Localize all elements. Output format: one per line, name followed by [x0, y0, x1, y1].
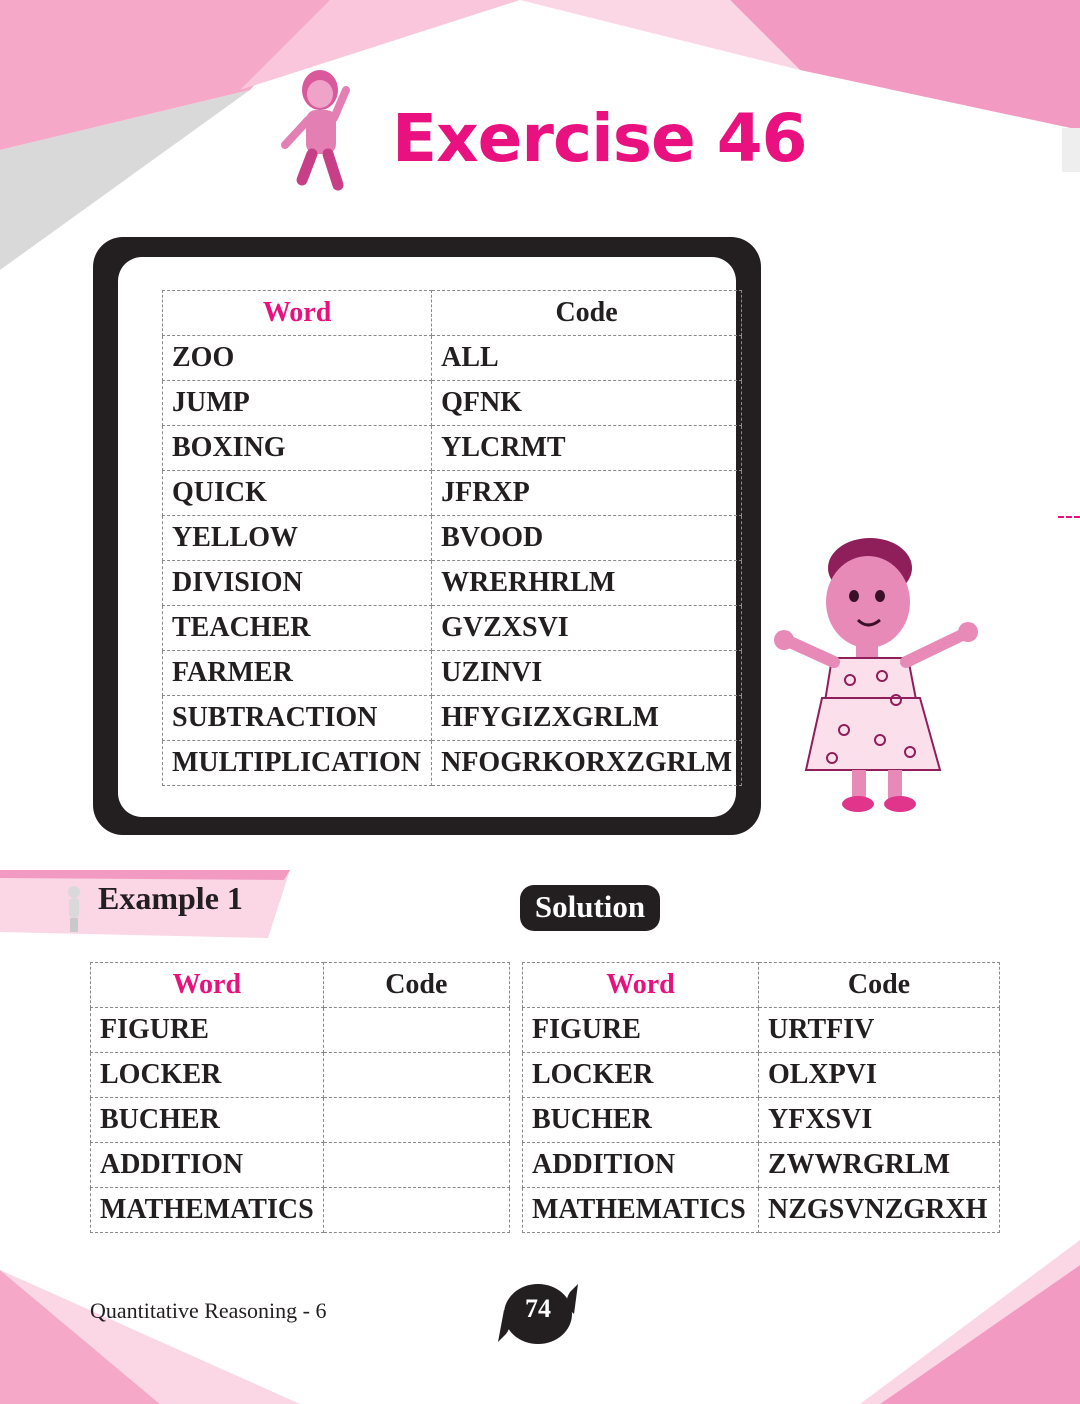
table-row — [163, 471, 742, 516]
code-cell: ZWWRGRLM — [759, 1143, 1000, 1188]
example-table — [90, 962, 510, 1233]
table-row — [91, 1188, 510, 1233]
code-cell: QFNK — [432, 381, 742, 426]
header-word: Word — [163, 291, 432, 336]
table-row — [523, 1098, 1000, 1143]
table-row — [523, 1053, 1000, 1098]
word-cell: QUICK — [163, 471, 432, 516]
table-row — [163, 561, 742, 606]
table-row — [91, 1098, 510, 1143]
header-word: Word — [523, 963, 759, 1008]
table-header-row — [523, 963, 1000, 1008]
code-cell: HFYGIZXGRLM — [432, 696, 742, 741]
code-cell-blank — [323, 1098, 509, 1143]
table-row — [91, 1053, 510, 1098]
word-cell: BUCHER — [91, 1098, 324, 1143]
solution-label: Solution — [520, 885, 660, 931]
word-cell: BUCHER — [523, 1098, 759, 1143]
table-row — [91, 1008, 510, 1053]
header-word: Word — [91, 963, 324, 1008]
table-row — [523, 1143, 1000, 1188]
code-cell: BVOOD — [432, 516, 742, 561]
table-row — [91, 1143, 510, 1188]
word-cell: ZOO — [163, 336, 432, 381]
word-cell: ADDITION — [91, 1143, 324, 1188]
table-header-row — [91, 963, 510, 1008]
table-row — [523, 1008, 1000, 1053]
code-cell: NFOGRKORXZGRLM — [432, 741, 742, 786]
page-edge-tab — [1062, 128, 1080, 172]
word-cell: JUMP — [163, 381, 432, 426]
header-code: Code — [759, 963, 1000, 1008]
code-cell: YLCRMT — [432, 426, 742, 471]
book-title: Quantitative Reasoning - 6 — [90, 1298, 327, 1323]
code-cell: UZINVI — [432, 651, 742, 696]
table-row — [523, 1188, 1000, 1233]
word-cell: MATHEMATICS — [523, 1188, 759, 1233]
code-cell: YFXSVI — [759, 1098, 1000, 1143]
word-cell: BOXING — [163, 426, 432, 471]
page-title: Exercise 46 — [392, 100, 807, 177]
word-cell: MATHEMATICS — [91, 1188, 324, 1233]
code-cell: NZGSVNZGRXH — [759, 1188, 1000, 1233]
word-cell: MULTIPLICATION — [163, 741, 432, 786]
code-table-frame — [93, 237, 761, 835]
table-row — [163, 741, 742, 786]
table-header-row — [163, 291, 742, 336]
word-cell: FIGURE — [523, 1008, 759, 1053]
code-table — [162, 290, 742, 786]
code-cell: JFRXP — [432, 471, 742, 516]
code-cell: OLXPVI — [759, 1053, 1000, 1098]
solution-table — [522, 962, 1000, 1233]
table-row — [163, 336, 742, 381]
code-cell-blank — [323, 1143, 509, 1188]
word-cell: ADDITION — [523, 1143, 759, 1188]
word-cell: LOCKER — [523, 1053, 759, 1098]
word-cell: FARMER — [163, 651, 432, 696]
table-row — [163, 516, 742, 561]
example-label: Example 1 — [98, 880, 243, 916]
page-edge-dash — [1058, 516, 1080, 518]
word-cell: SUBTRACTION — [163, 696, 432, 741]
smiling-girl-illustration — [770, 530, 990, 820]
table-row — [163, 606, 742, 651]
code-cell-blank — [323, 1188, 509, 1233]
code-cell: WRERHRLM — [432, 561, 742, 606]
code-cell: ALL — [432, 336, 742, 381]
code-cell: GVZXSVI — [432, 606, 742, 651]
code-cell-blank — [323, 1053, 509, 1098]
word-cell: LOCKER — [91, 1053, 324, 1098]
table-row — [163, 651, 742, 696]
code-cell-blank — [323, 1008, 509, 1053]
page-number: 74 — [525, 1294, 551, 1323]
word-cell: YELLOW — [163, 516, 432, 561]
word-cell: TEACHER — [163, 606, 432, 651]
table-row — [163, 696, 742, 741]
code-cell: URTFIV — [759, 1008, 1000, 1053]
table-row — [163, 381, 742, 426]
header-code: Code — [432, 291, 742, 336]
word-cell: FIGURE — [91, 1008, 324, 1053]
word-cell: DIVISION — [163, 561, 432, 606]
code-table-panel — [118, 257, 736, 817]
header-code: Code — [323, 963, 509, 1008]
table-row — [163, 426, 742, 471]
